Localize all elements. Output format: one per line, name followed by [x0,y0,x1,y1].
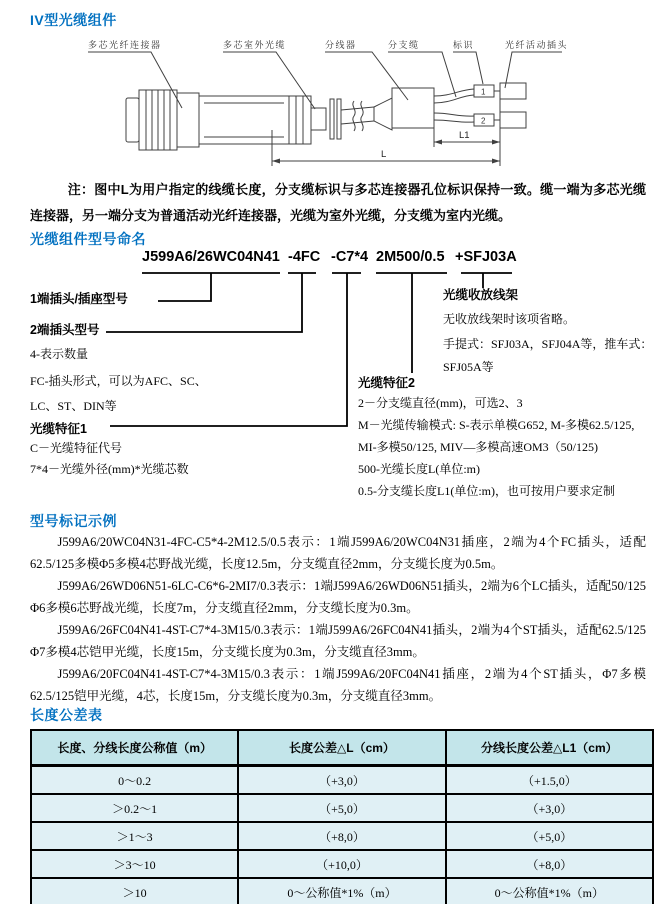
callout-feature1-title: 光缆特征1 [30,422,87,436]
marker-number-2: 2 [481,116,486,126]
table-cell: 0～公称值*1%（m） [238,878,445,904]
table-cell: ＞1～3 [31,822,238,850]
page-title: IV型光缆组件 [30,12,117,28]
callout-feature2-line: 500-光缆长度L(单位:m) [358,462,480,476]
tolerance-table [30,729,654,904]
table-cell: （+3,0） [238,766,445,795]
model-segment-5: +SFJ03A [455,249,517,265]
table-cell: （+8,0） [446,850,653,878]
table-cell: （+1.5,0） [446,766,653,795]
table-row [31,878,653,904]
note-text: 注：图中L为用户指定的线缆长度，分支缆标识与多芯连接器孔位标识保持一致。缆一端为多芯光缆连接器，另一端分支为普通活动光纤连接器，光缆为室外光缆，分支缆为室内光缆。 [30,182,646,223]
label-fiber-plug: 光纤活动插头 [505,40,569,50]
table-cell: （+3,0） [446,794,653,822]
callout-end2-line: LC、ST、DIN等 [30,399,117,413]
column-header: 分线长度公差△L1（cm） [446,730,653,766]
examples-block [30,531,646,707]
table-cell: 0～0.2 [31,766,238,795]
callout-reel-title: 光缆收放线架 [443,288,519,302]
callout-reel-line: 手提式：SFJ03A，SFJ04A等，推车式： [443,337,653,351]
table-row [31,766,653,795]
callout-end2-line: FC-插头形式，可以为AFC、SC、 [30,374,207,388]
callout-feature2-line: 0.5-分支缆长度L1(单位:m)，也可按用户要求定制 [358,484,615,498]
dimension-L: L [381,149,387,160]
callout-feature2-title: 光缆特征2 [358,376,415,390]
examples-heading: 型号标记示例 [30,513,117,529]
table-cell: （+5,0） [446,822,653,850]
table-cell: ＞0.2～1 [31,794,238,822]
callout-feature1-line: C－光缆特征代号 [30,441,123,455]
table-row [31,794,653,822]
dimension-L1: L1 [459,130,470,141]
model-segment-2: -4FC [288,249,321,265]
example-paragraph: J599A6/20WC04N31-4FC-C5*4-2M12.5/0.5表示：1端J599A6/20WC04N31插座，2端为4个FC插头，适配62.5/125多模Φ5多模4芯野战光缆，长度12.5m，分支缆直径2mm，分支缆长度为0.5m。 [30,535,646,571]
model-segment-3: -C7*4 [331,249,369,265]
table-row [31,822,653,850]
label-outdoor-cable: 多芯室外光缆 [223,40,287,50]
table-cell: 0～公称值*1%（m） [446,878,653,904]
table-cell: ＞3～10 [31,850,238,878]
example-paragraph: J599A6/26WD06N51-6LC-C6*6-2MI7/0.3表示：1端J599A6/26WD06N51插头，2端为6个LC插头，适配50/125 Φ6多模6芯野战光缆，长度7m，分支缆直径2mm，分支缆长度为0.3m。 [30,579,646,615]
label-marker: 标识 [453,40,475,50]
model-segment-4: 2M500/0.5 [376,249,445,265]
example-paragraph: J599A6/26FC04N41-4ST-C7*4-3M15/0.3表示：1端J599A6/26FC04N41插头，2端为4个ST插头，适配62.5/125 Φ7多模4芯铠甲光缆，长度15m，分支缆长度为0.3m，分支缆直径3mm。 [30,623,646,659]
label-splitter: 分线器 [325,40,357,50]
callout-reel-line: SFJ05A等 [443,360,494,374]
table-cell: ＞10 [31,878,238,904]
label-multicore-connector: 多芯光纤连接器 [88,40,162,50]
column-header: 长度公差△L（cm） [238,730,445,766]
callout-end2-line: 4-表示数量 [30,347,88,361]
callout-reel-line: 无收放线架时该项省略。 [443,312,576,326]
model-naming-block [0,245,671,510]
table-cell: （+8,0） [238,822,445,850]
callout-end1-title: 1端插头/插座型号 [30,292,128,306]
model-segment-1: J599A6/26WC04N41 [142,249,280,265]
callout-end2-title: 2端插头型号 [30,323,100,337]
table-cell: （+5,0） [238,794,445,822]
callout-feature2-line: M－光缆传输模式: S-表示单模G652, M-多模62.5/125, [358,418,635,432]
cable-assembly-diagram [0,35,671,180]
model-naming-heading: 光缆组件型号命名 [30,231,146,247]
column-header: 长度、分线长度公称值（m） [31,730,238,766]
table-cell: （+10,0） [238,850,445,878]
callout-feature2-line: 2－分支缆直径(mm)，可选2、3 [358,396,523,410]
table-header-row [31,730,653,766]
table-row [31,850,653,878]
callout-feature2-line: MI-多模50/125, MIV—多模高速OM3（50/125) [358,440,598,454]
marker-number-1: 1 [481,87,486,97]
tolerance-table-heading: 长度公差表 [30,707,103,723]
callout-feature1-line: 7*4－光缆外径(mm)*光缆芯数 [30,462,189,476]
example-paragraph: J599A6/20FC04N41-4ST-C7*4-3M15/0.3表示：1端J599A6/20FC04N41插座，2端为4个ST插头，Φ7多模62.5/125铠甲光缆，4芯，长度15m，分支缆长度为0.3m，分支缆直径3mm。 [30,667,646,703]
label-branch-cable: 分支缆 [388,40,420,50]
